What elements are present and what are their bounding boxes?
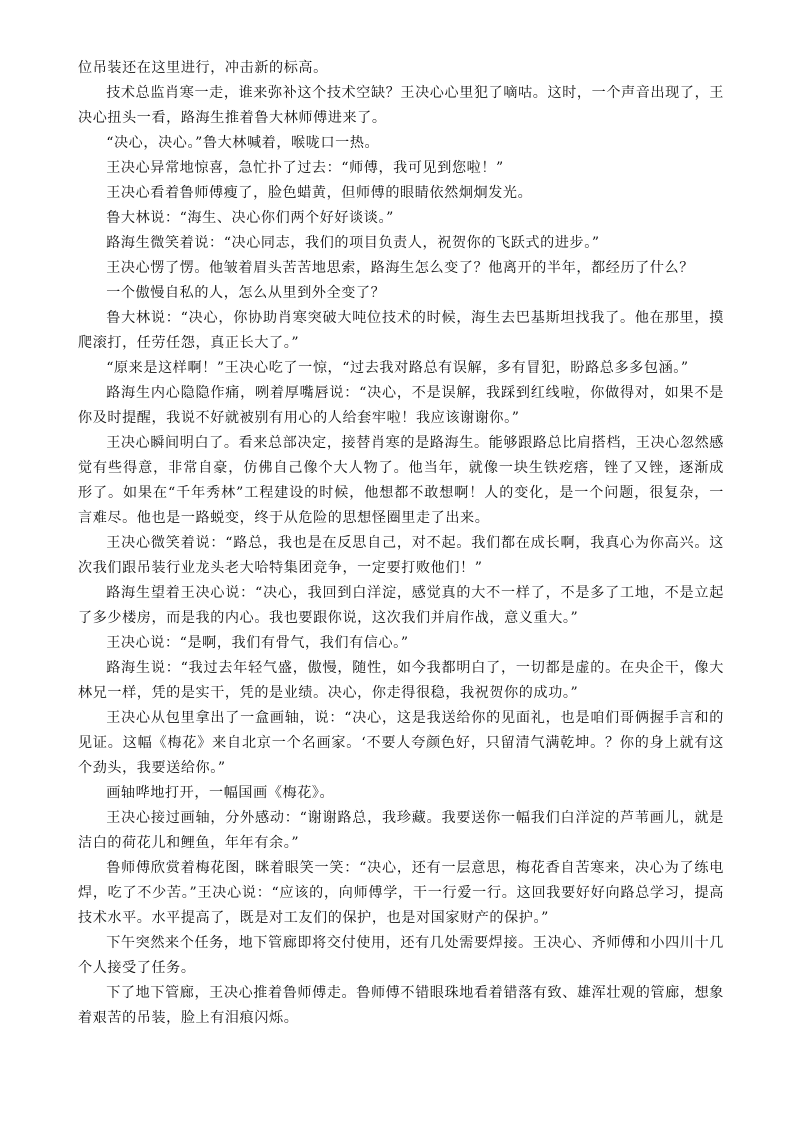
paragraph: “原来是这样啊！”王决心吃了一惊，“过去我对路总有误解，多有冒犯，盼路总多多包涵。” [106, 360, 689, 376]
paragraph: 技术总监肖寒一走，谁来弥补这个技术空缺？王决心心里犯了嘀咕。这时，一个声音出现了，王决心扭头一看，路海生推着鲁大林师傅进来了。 [78, 85, 724, 126]
paragraph: “决心，决心。”鲁大林喊着，喉咙口一热。 [106, 135, 380, 151]
paragraph: 路海生微笑着说：“决心同志，我们的项目负责人，祝贺你的飞跃式的进步。” [106, 235, 600, 251]
paragraph: 下午突然来个任务，地下管廊即将交付使用，还有几处需要焊接。王决心、齐师傅和小四川十几个人接受了任务。 [78, 935, 724, 976]
paragraph: 王决心说：“是啊，我们有骨气，我们有信心。” [106, 635, 409, 651]
document-page [78, 56, 724, 1031]
paragraph: 位吊装还在这里进行，冲击新的标高。 [78, 60, 328, 76]
paragraph: 王决心从包里拿出了一盒画轴，说：“决心，这是我送给你的见面礼，也是咱们哥俩握手言和的见证。这幅《梅花》来自北京一个名画家。‘不要人夸颜色好，只留清气满乾坤。？你的身上就有这个劲头，我要送给你。” [78, 710, 724, 776]
paragraph: 王决心异常地惊喜，急忙扑了过去：“师傅，我可见到您啦！” [106, 160, 504, 176]
paragraph: 路海生说：“我过去年轻气盛，傲慢，随性，如今我都明白了，一切都是虚的。在央企干，像大林兄一样，凭的是实干，凭的是业绩。决心，你走得很稳，我祝贺你的成功。” [78, 660, 724, 701]
paragraph: 鲁师傅欣赏着梅花图，眯着眼笑一笑：“决心，还有一层意思，梅花香自苦寒来，决心为了练电焊，吃了不少苦。”王决心说：“应该的，向师傅学，干一行爱一行。这回我要好好向路总学习，提高技术水平。水平提高了，既是对工友们的保护，也是对国家财产的保护。” [78, 860, 724, 926]
paragraph: 王决心接过画轴，分外感动：“谢谢路总，我珍藏。我要送你一幅我们白洋淀的芦苇画儿，就是洁白的荷花儿和鲤鱼，年年有余。” [78, 810, 724, 851]
paragraph: 画轴哗地打开，一幅国画《梅花》。 [106, 785, 335, 801]
paragraph: 路海生内心隐隐作痛，咧着厚嘴唇说：“决心，不是误解，我踩到红线啦，你做得对，如果不是你及时提醒，我说不好就被别有用心的人给套牢啦！我应该谢谢你。” [78, 385, 724, 426]
paragraph: 一个傲慢自私的人，怎么从里到外全变了？ [106, 285, 386, 301]
paragraph: 下了地下管廊，王决心推着鲁师傅走。鲁师傅不错眼珠地看着错落有致、雄浑壮观的管廊，想象着艰苦的吊装，脸上有泪痕闪烁。 [78, 985, 724, 1026]
paragraph: 鲁大林说：“海生、决心你们两个好好谈谈。” [106, 210, 394, 226]
paragraph: 路海生望着王决心说：“决心，我回到白洋淀，感觉真的大不一样了，不是多了工地，不是立起了多少楼房，而是我的内心。我也要跟你说，这次我们并肩作战，意义重大。” [78, 585, 724, 626]
paragraph: 王决心瞬间明白了。看来总部决定，接替肖寒的是路海生。能够跟路总比肩搭档，王决心忽然感觉有些得意，非常自豪，仿佛自己像个大人物了。他当年，就像一块生铁疙瘩，锉了又锉，逐渐成形了。如果在“千年秀林”工程建设的时候，他想都不敢想啊！人的变化，是一个问题，很复杂，一言难尽。他也是一路蜕变，终于从危险的思想怪圈里走了出来。 [78, 435, 724, 526]
paragraph: 王决心愣了愣。他皱着眉头苦苦地思索，路海生怎么变了？他离开的半年，都经历了什么？ [106, 260, 694, 276]
paragraph: 鲁大林说：“决心，你协助肖寒突破大吨位技术的时候，海生去巴基斯坦找我了。他在那里，摸爬滚打，任劳任怨，真正长大了。” [78, 310, 724, 351]
paragraph: 王决心看着鲁师傅瘦了，脸色蜡黄，但师傅的眼睛依然炯炯发光。 [106, 185, 533, 201]
paragraph: 王决心微笑着说：“路总，我也是在反思自己，对不起。我们都在成长啊，我真心为你高兴。这次我们跟吊装行业龙头老大哈特集团竞争，一定要打败他们！” [78, 535, 724, 576]
